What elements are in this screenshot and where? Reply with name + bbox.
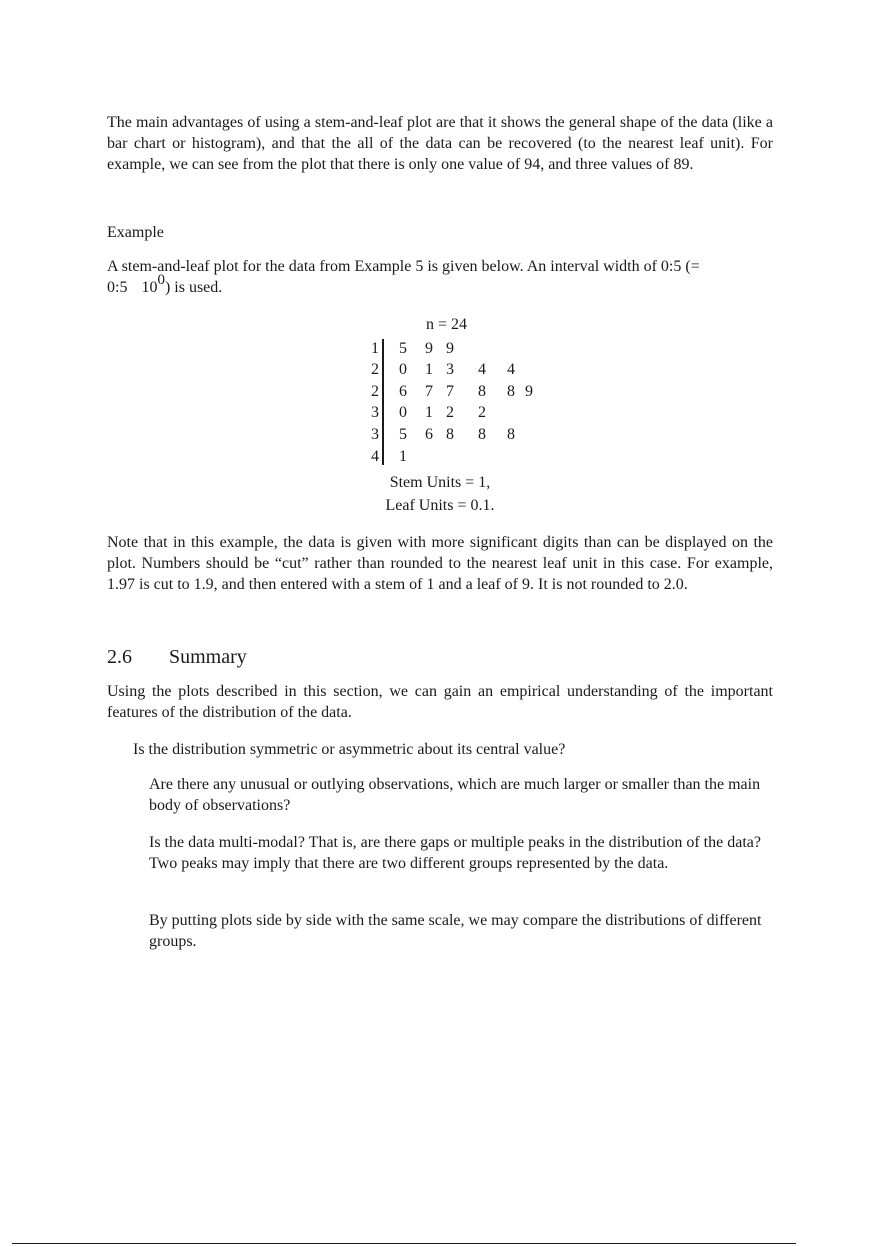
leaf-value: 5 [399,340,407,357]
stem-intro-line1: A stem-and-leaf plot for the data from Example 5 is given below. An interval width of 0:5 (= [107,258,700,275]
stem-value: 2 [371,383,379,400]
leaf-value: 0 [399,404,407,421]
leaf-value: 8 [507,426,515,443]
leaf-value: 8 [478,383,486,400]
footer-rule [12,1243,796,1244]
leaf-units-label: Leaf Units = 0.1. [385,497,495,514]
leaf-value: 9 [446,340,454,357]
leaf-value: 6 [399,383,407,400]
note-paragraph: Note that in this example, the data is given with more significant digits than can be displayed on the plot. Numbers should be “cut” rather than rounded to the nearest leaf unit in this case. For example, 1.97 is cut to 1.9, and then entered with a stem of 1 and a leaf of 9. It is not rounded to 2.0. [107,534,773,593]
leaf-value: 8 [478,426,486,443]
stem-divider-line [382,339,384,465]
stem-value: 3 [371,426,379,443]
leaf-value: 9 [525,383,533,400]
stem-value: 4 [371,448,379,465]
stem-intro-line2c: ) is used. [164,279,223,296]
leaf-value: 1 [425,361,433,378]
plot-row [360,446,580,467]
summary-question: Is the distribution symmetric or asymmetric about its central value? [133,741,566,758]
plot-row [360,359,580,380]
leaf-value: 1 [399,448,407,465]
stem-value: 3 [371,404,379,421]
section-number: 2.6 [107,646,132,668]
leaf-value: 1 [425,404,433,421]
plot-row [360,338,580,359]
stem-intro-line2b: 10 [141,279,158,296]
stem-units-label: Stem Units = 1, [389,474,491,491]
leaf-value: 4 [507,361,515,378]
leaf-value: 7 [446,383,454,400]
example-label: Example [107,224,164,241]
plot-row [360,381,580,402]
section-heading [107,645,247,669]
leaf-value: 2 [446,404,454,421]
summary-question: Are there any unusual or outlying observations, which are much larger or smaller than the main body of observations? [149,776,761,814]
stem-value: 2 [371,361,379,378]
stem-plot-intro [107,256,773,299]
plot-row [360,424,580,445]
summary-question: Is the data multi-modal? That is, are there gaps or multiple peaks in the distribution of the data? Two peaks may imply that there are two different groups represented by the data. [149,834,761,872]
leaf-value: 8 [446,426,454,443]
sample-size-label: n = 24 [426,316,468,333]
stem-intro-line2a: 0:5 [107,279,128,296]
stem-value: 1 [371,340,379,357]
exponent-superscript: 0 [157,272,165,288]
leaf-value: 7 [425,383,433,400]
section-title: Summary [169,646,247,668]
leaf-value: 2 [478,404,486,421]
leaf-value: 8 [507,383,515,400]
intro-paragraph: The main advantages of using a stem-and-leaf plot are that it shows the general shape of the data (like a bar chart or histogram), and that the all of the data can be recovered (to the nearest leaf unit). For example, we can see from the plot that there is only one value of 94, and three values of 89. [107,114,773,173]
plot-row [360,402,580,423]
leaf-value: 6 [425,426,433,443]
leaf-value: 5 [399,426,407,443]
summary-intro-paragraph: Using the plots described in this section, we can gain an empirical understanding of the important features of the distribution of the data. [107,683,773,721]
leaf-value: 4 [478,361,486,378]
leaf-value: 3 [446,361,454,378]
summary-question: By putting plots side by side with the same scale, we may compare the distributions of different groups. [149,912,762,950]
leaf-value: 0 [399,361,407,378]
leaf-value: 9 [425,340,433,357]
